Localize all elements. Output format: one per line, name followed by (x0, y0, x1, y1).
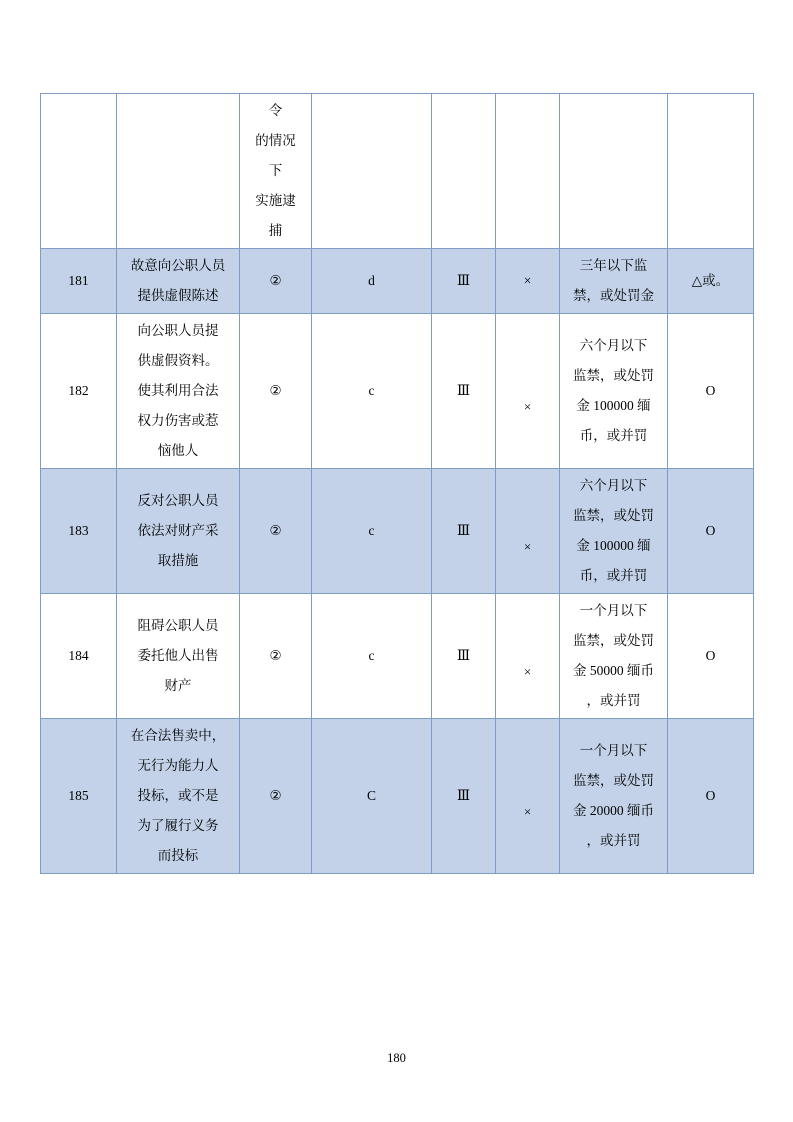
text-line: ，或并罚 (586, 833, 641, 848)
cell-symbol: O (668, 469, 754, 594)
cell-symbol: O (668, 719, 754, 874)
text-line: 金 20000 缅币 (573, 803, 654, 818)
text-line: 恼他人 (157, 443, 199, 458)
text-line: 反对公职人员 (137, 493, 219, 508)
cell-symbol (668, 94, 754, 249)
text-line: 币，或并罚 (579, 568, 648, 583)
cell-penalty (560, 594, 668, 719)
cell-level: Ⅲ (432, 249, 496, 314)
text-line: 金 50000 缅币 (573, 663, 654, 678)
text-line: 令 (268, 103, 283, 118)
cell-category: ② (240, 469, 312, 594)
penalty-table (40, 93, 754, 874)
cross-icon: × (523, 399, 532, 414)
cell-category: ② (240, 719, 312, 874)
text-line: 六个月以下 (579, 338, 648, 353)
table-row (41, 594, 754, 719)
cell-symbol: O (668, 594, 754, 719)
text-line: 禁，或处罚金 (573, 288, 654, 303)
cell-mark: × (496, 249, 560, 314)
text-line: 为了履行义务 (137, 818, 219, 833)
text-line: 无行为能力人 (137, 758, 219, 773)
cross-icon: × (523, 804, 532, 819)
text-line: 而投标 (157, 848, 199, 863)
text-line: 币，或并罚 (579, 428, 648, 443)
text-line: 的情况 (255, 133, 296, 148)
cell-grade: c (312, 469, 432, 594)
text-line: 一个月以下 (579, 603, 648, 618)
text-line: 六个月以下 (579, 478, 648, 493)
cell-category: ② (240, 249, 312, 314)
cell-mark (496, 94, 560, 249)
cell-penalty (560, 249, 668, 314)
text-line: 三年以下监 (579, 258, 648, 273)
text-line: 一个月以下 (579, 743, 648, 758)
text-line: 权力伤害或惹 (137, 413, 219, 428)
text-line: 监禁，或处罚 (573, 368, 654, 383)
cell-penalty (560, 314, 668, 469)
text-line: 取措施 (157, 553, 199, 568)
cell-level: Ⅲ (432, 469, 496, 594)
table-row (41, 469, 754, 594)
text-line: 捕 (268, 223, 283, 238)
cell-no: 184 (41, 594, 117, 719)
cell-mark (496, 594, 560, 719)
table-body (41, 94, 754, 874)
text-line: 使其利用合法 (137, 383, 219, 398)
cell-category: ② (240, 594, 312, 719)
cell-description (117, 594, 240, 719)
table-row (41, 314, 754, 469)
text-line: 金 100000 缅 (576, 538, 651, 553)
text-line: 财产 (164, 678, 192, 693)
cell-no: 181 (41, 249, 117, 314)
text-line: 监禁，或处罚 (573, 508, 654, 523)
cell-description (117, 314, 240, 469)
text-line: 金 100000 缅 (576, 398, 651, 413)
cell-grade: C (312, 719, 432, 874)
cell-mark (496, 719, 560, 874)
text-line: 委托他人出售 (137, 648, 219, 663)
cell-no: 185 (41, 719, 117, 874)
table-row (41, 249, 754, 314)
text-line: 下 (268, 163, 283, 178)
text-line: 监禁，或处罚 (573, 633, 654, 648)
table-row (41, 94, 754, 249)
cell-level: Ⅲ (432, 719, 496, 874)
cell-description (117, 249, 240, 314)
cell-category: ② (240, 314, 312, 469)
text-line: 依法对财产采 (137, 523, 219, 538)
cell-description (117, 469, 240, 594)
text-line: 监禁，或处罚 (573, 773, 654, 788)
cross-icon: × (523, 664, 532, 679)
cell-no: 182 (41, 314, 117, 469)
cell-symbol: O (668, 314, 754, 469)
text-line: 阻碍公职人员 (137, 618, 219, 633)
cell-category (240, 94, 312, 249)
text-line: 实施逮 (255, 193, 296, 208)
text-line: 供虚假资料。 (137, 353, 219, 368)
cell-grade (312, 94, 432, 249)
cell-description (117, 94, 240, 249)
cell-grade: d (312, 249, 432, 314)
cell-no (41, 94, 117, 249)
text-line: 故意向公职人员 (130, 258, 226, 273)
cell-penalty (560, 719, 668, 874)
text-line: 投标，或不是 (137, 788, 219, 803)
text-line: 提供虚假陈述 (137, 288, 219, 303)
cell-no: 183 (41, 469, 117, 594)
cell-level (432, 94, 496, 249)
cell-mark (496, 469, 560, 594)
text-line: ，或并罚 (586, 693, 641, 708)
cell-penalty (560, 94, 668, 249)
cell-description (117, 719, 240, 874)
cell-grade: c (312, 594, 432, 719)
cell-symbol: △或。 (668, 249, 754, 314)
page-number: 180 (387, 1051, 406, 1065)
cell-level: Ⅲ (432, 594, 496, 719)
cell-penalty (560, 469, 668, 594)
cell-mark (496, 314, 560, 469)
cross-icon: × (523, 539, 532, 554)
cell-grade: c (312, 314, 432, 469)
cell-level: Ⅲ (432, 314, 496, 469)
text-line: 在合法售卖中， (130, 728, 226, 743)
table-row (41, 719, 754, 874)
text-line: 向公职人员提 (137, 323, 219, 338)
